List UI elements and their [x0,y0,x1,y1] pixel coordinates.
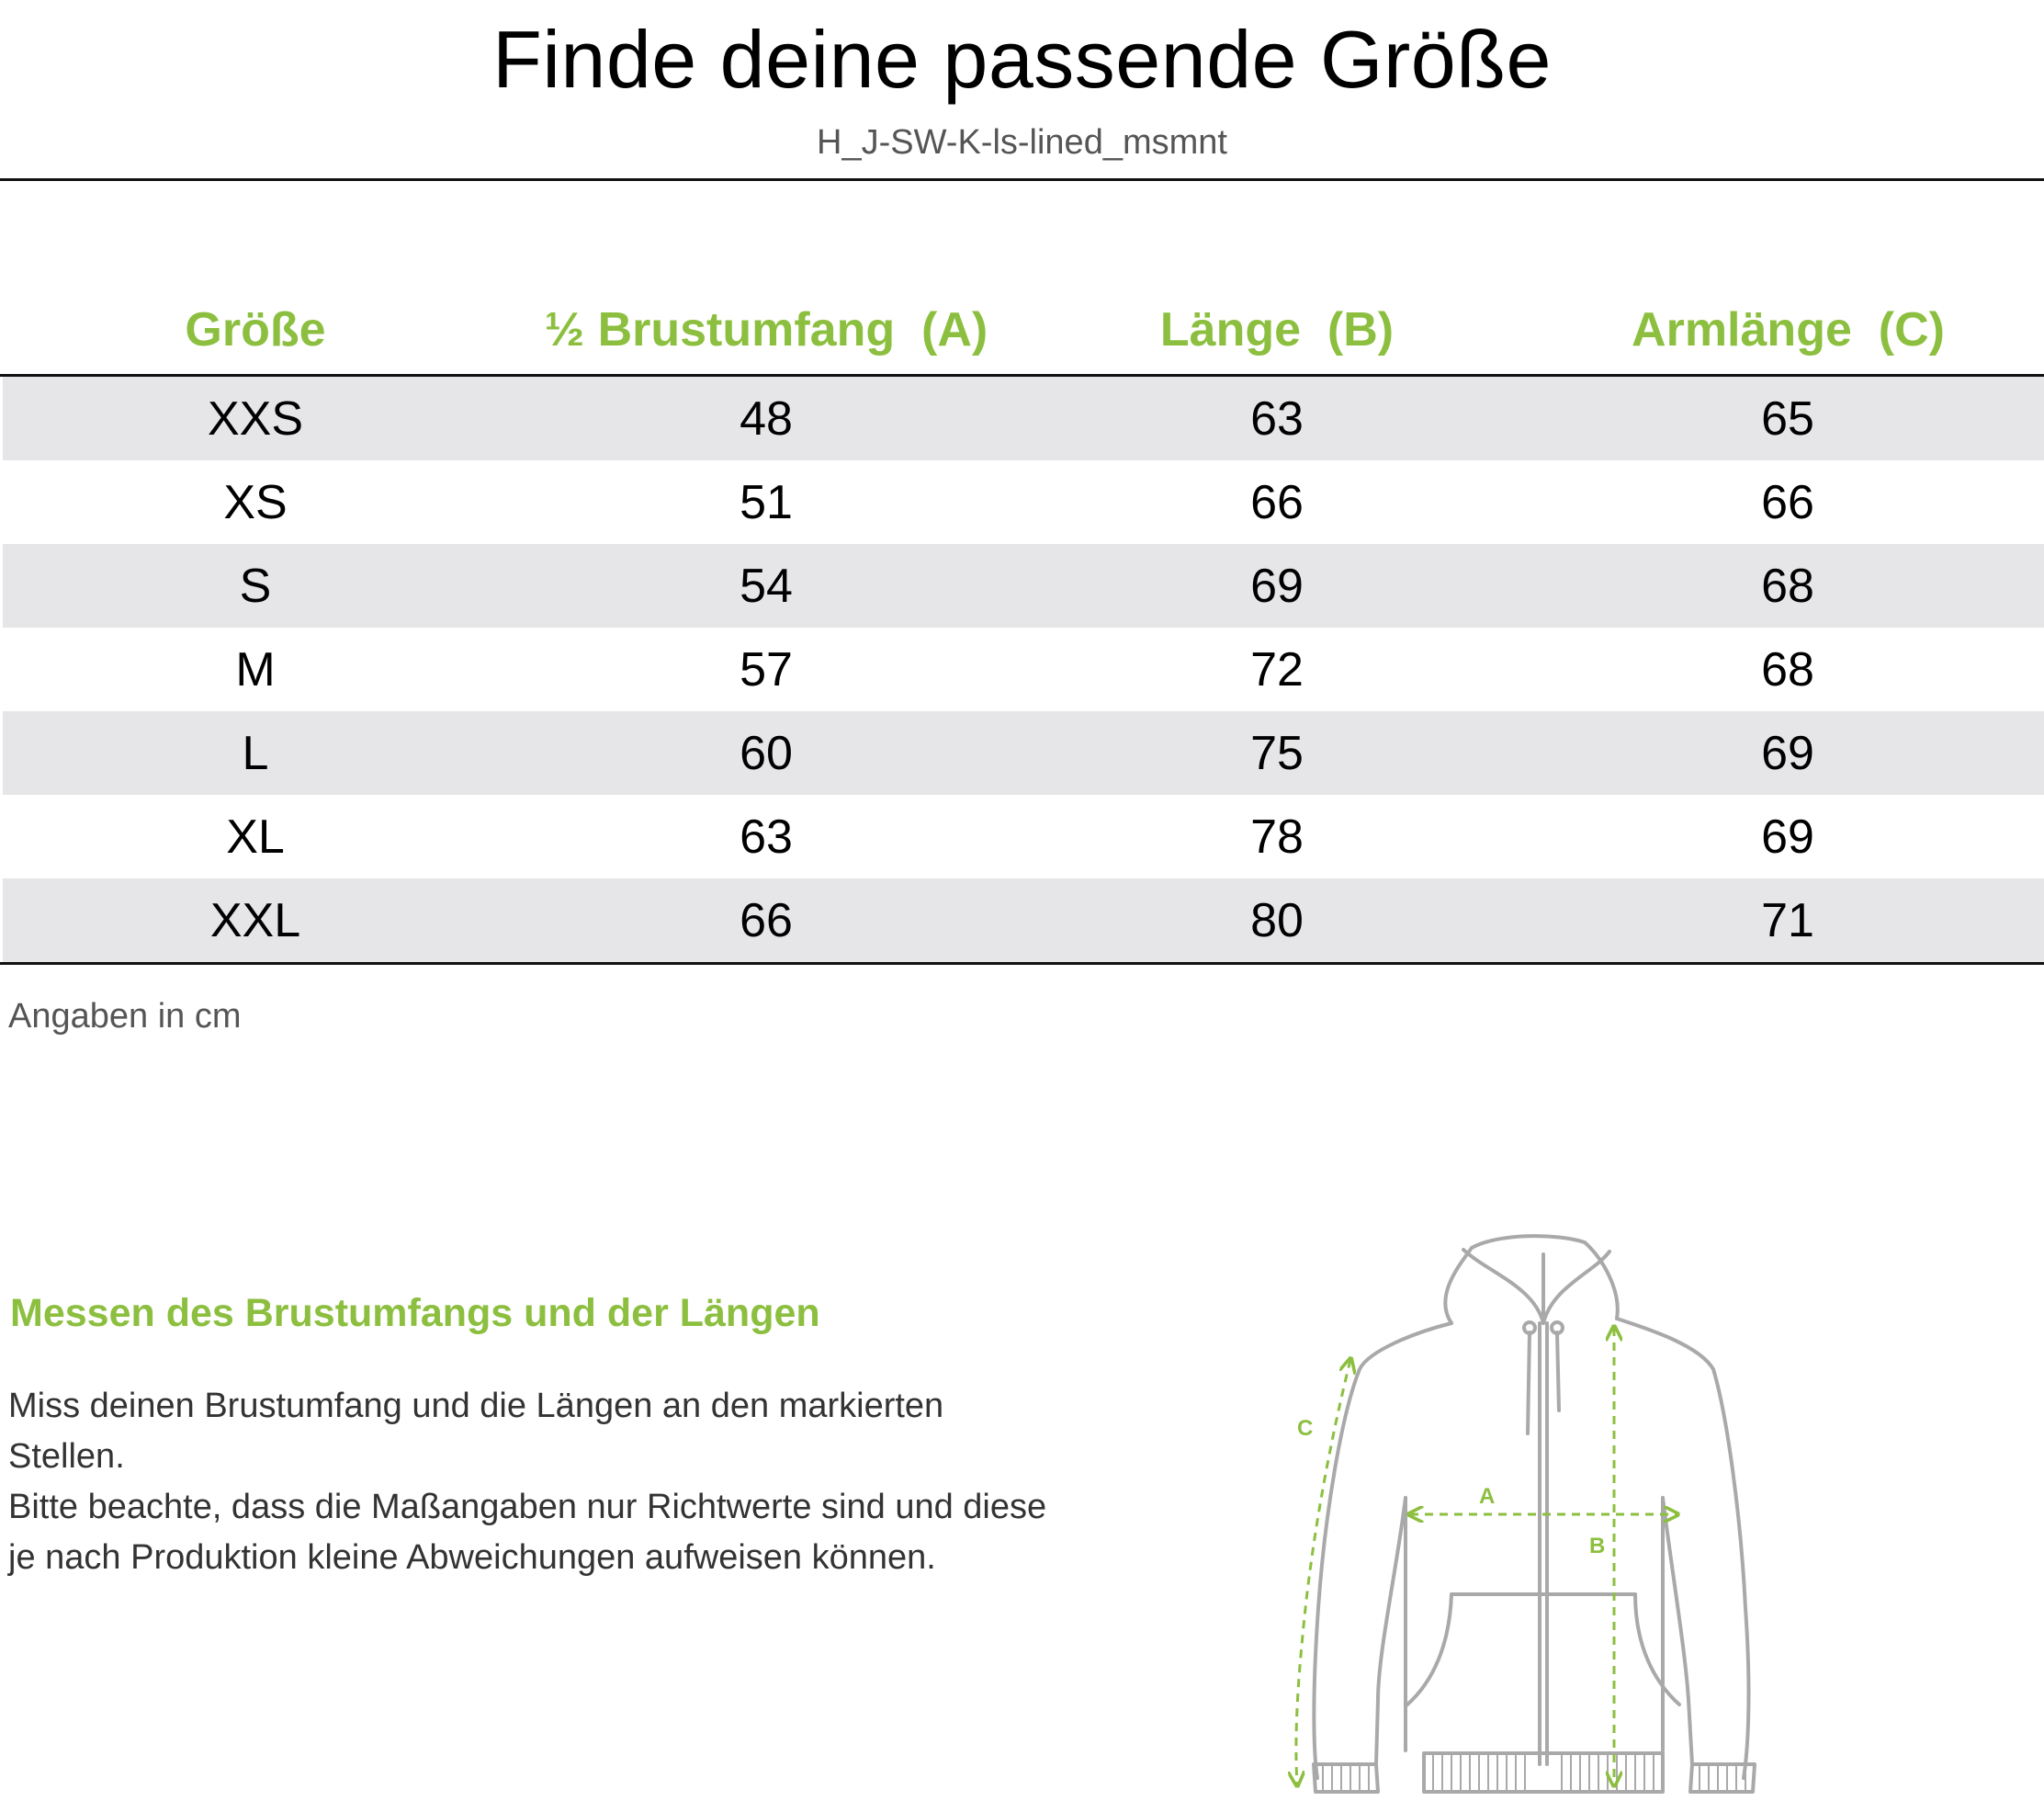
cell-half-chest: 63 [740,810,793,864]
cell-length: 78 [1250,810,1304,864]
cell-sleeve-length: 68 [1761,642,1814,697]
cell-size: M [235,642,276,697]
column-header-length: Länge (B) [1159,302,1395,357]
cell-half-chest: 57 [740,642,793,697]
cell-sleeve-length: 69 [1761,810,1814,864]
cell-sleeve-length: 65 [1761,391,1814,446]
cell-half-chest: 54 [740,559,793,613]
cell-sleeve-length: 68 [1761,559,1814,613]
page-title: Finde deine passende Größe [492,14,1552,105]
cell-size: S [239,559,272,613]
hood-outline [1445,1236,1617,1323]
cell-size: XXL [209,893,301,947]
cell-length: 75 [1250,726,1304,780]
cell-length: 72 [1250,642,1304,697]
size-table-body [0,377,2044,962]
cell-sleeve-length: 71 [1761,893,1814,947]
cell-length: 66 [1250,475,1304,529]
product-code: H_J-SW-K-ls-lined_msmnt [817,123,1227,162]
hoodie-measurement-diagram [1268,1222,1801,1796]
size-table-header [0,285,2044,377]
units-note: Angaben in cm [8,997,242,1036]
column-header-half-chest: ½ Brustumfang (A) [544,302,988,357]
cell-sleeve-length: 69 [1761,726,1814,780]
table-row [0,795,2044,878]
header-divider [0,178,2044,181]
pocket-right [1451,1594,1679,1705]
table-row [3,878,2044,962]
label-b: B [1589,1534,1606,1558]
table-row [0,628,2044,711]
cell-size: XL [226,810,285,864]
cell-half-chest: 51 [740,475,793,529]
cell-size: XXS [207,391,304,446]
drawstring-right [1557,1332,1559,1410]
table-row [3,711,2044,795]
table-row [3,377,2044,460]
cell-sleeve-length: 66 [1761,475,1814,529]
instructions-paragraph: Miss deinen Brustumfang und die Längen an den markierten Stellen. [8,1387,944,1476]
size-table [0,285,2044,965]
left-sleeve-inner [1376,1498,1406,1764]
label-c: C [1297,1416,1314,1441]
measuring-heading: Messen des Brustumfangs und der Längen [10,1291,820,1335]
pocket-left [1407,1594,1451,1705]
column-header-sleeve-length: Armlänge (C) [1632,302,1945,357]
table-row [3,544,2044,628]
cell-half-chest: 66 [740,893,793,947]
cell-length: 63 [1250,391,1304,446]
right-sleeve-inner [1663,1498,1692,1764]
ribbing [1323,1755,1745,1790]
cell-size: L [242,726,269,780]
cell-half-chest: 48 [740,391,793,446]
measurement-guides [1296,1328,1677,1784]
label-a: A [1479,1484,1496,1509]
table-bottom-rule [0,962,2044,965]
measuring-instructions [8,1381,1065,1583]
table-row [0,460,2044,544]
hood-inner-line [1463,1250,1609,1323]
hoodie-illustration [1268,1222,1801,1796]
right-sleeve-outer [1617,1319,1749,1778]
column-header-size: Größe [185,302,326,357]
cell-half-chest: 60 [740,726,793,780]
disclaimer-paragraph: Bitte beachte, dass die Maßangaben nur Richtwerte sind und diese je nach Produktion kleine Abweichungen aufweisen können. [8,1488,1047,1577]
cell-length: 69 [1250,559,1304,613]
left-sleeve-outer [1314,1323,1451,1778]
cell-length: 80 [1250,893,1304,947]
cell-size: XS [223,475,288,529]
drawstring-left [1528,1332,1530,1433]
